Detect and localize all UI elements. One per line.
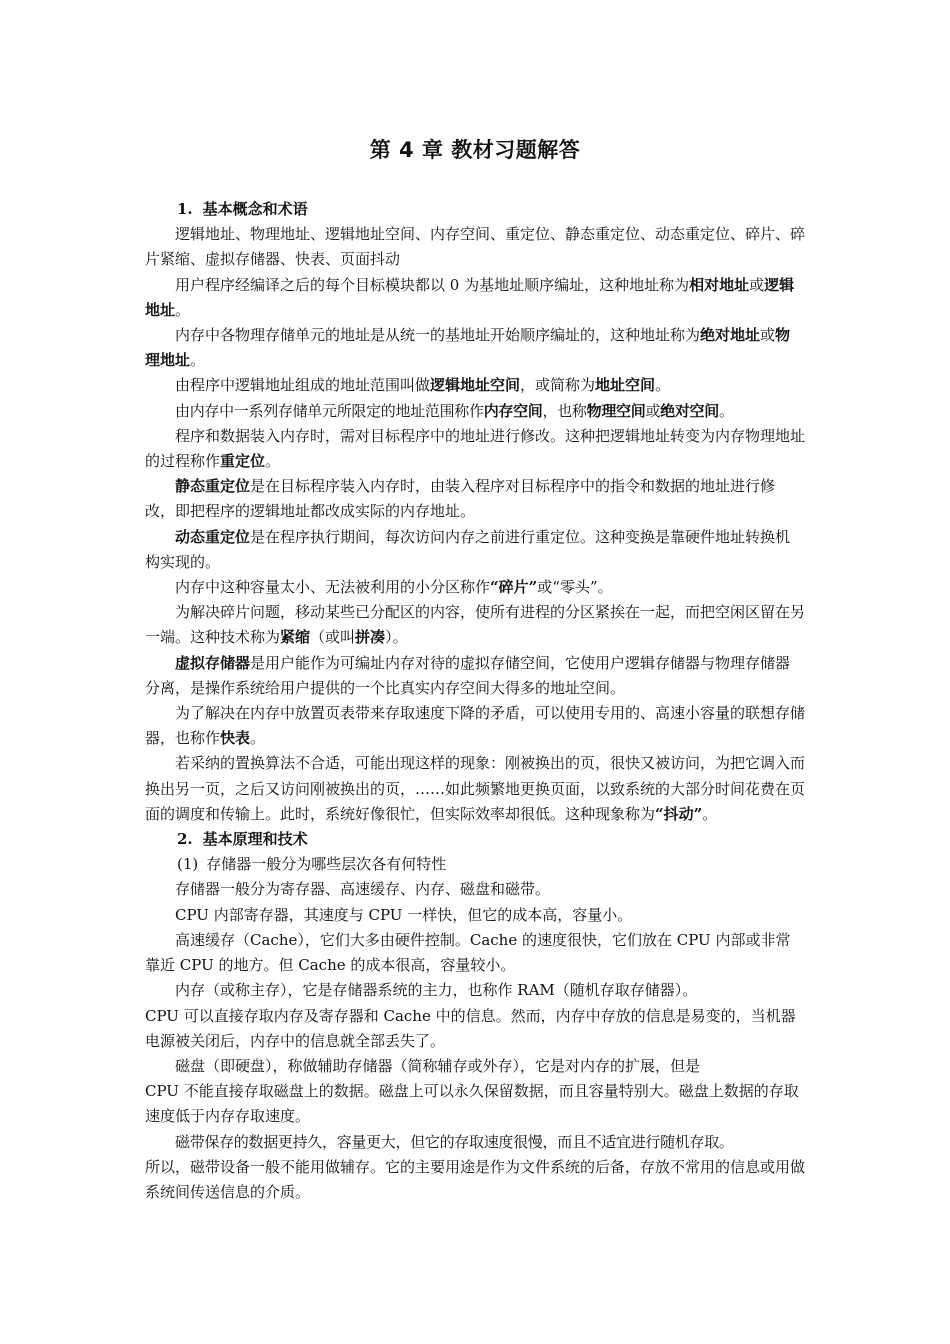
question-1 xyxy=(145,852,805,877)
para-tape-a: 磁带保存的数据更持久，容量更大，但它的存取速度很慢，而且不适宜进行随机存取。 xyxy=(175,1132,734,1151)
para-tlb: 为了解决在内存中放置页表带来存取速度下降的矛盾，可以使用专用的、高速小容量的联想存储器，也称作快表。 xyxy=(145,704,806,748)
para-tape-b: 所以，磁带设备一般不能用做辅存。它的主要用途是作为文件系统的后备，存放不常用的信息或用做系统间传送信息的介质。 xyxy=(145,1157,806,1201)
question-1-number: (1) xyxy=(177,855,199,874)
section-1-heading xyxy=(145,197,805,222)
para-relocation: 程序和数据装入内存时，需对目标程序中的地址进行修改。这种把逻辑地址转变为内存物理地址的过程称作重定位。 xyxy=(145,426,806,471)
question-1-text: 存储器一般分为哪些层次各有何特性 xyxy=(206,855,447,874)
para-cache: 高速缓存（Cache），它们大多由硬件控制。Cache 的速度很快，它们放在 CPU 内部或非常靠近 CPU 的地方。但 Cache 的成本很高，容量较小。 xyxy=(145,930,791,975)
para-logical-space: 由程序中逻辑地址组成的地址范围叫做逻辑地址空间，或简称为地址空间。 xyxy=(175,376,671,395)
para-absolute-address: 内存中各物理存储单元的地址是从统一的基地址开始顺序编址的，这种地址称为绝对地址或物理地址。 xyxy=(145,326,791,370)
section-2-heading xyxy=(145,827,805,852)
para-compaction: 为解决碎片问题，移动某些已分配区的内容，使所有进程的分区紧挨在一起，而把空闲区留在另一端。这种技术称为紧缩（或叫拼凑）。 xyxy=(145,603,806,647)
para-virtual-memory: 虚拟存储器是用户能作为可编址内存对待的虚拟存储空间，它使用户逻辑存储器与物理存储器分离，是操作系统给用户提供的一个比真实内存空间大得多的地址空间。 xyxy=(145,653,791,697)
para-registers: CPU 内部寄存器，其速度与 CPU 一样快，但它的成本高，容量小。 xyxy=(175,905,633,924)
para-static-relocation: 静态重定位是在目标程序装入内存时，由装入程序对目标程序中的指令和数据的地址进行修改，即把程序的逻辑地址都改成实际的内存地址。 xyxy=(145,477,776,521)
para-disk-a: 磁盘（即硬盘），称做辅助存储器（简称辅存或外存），它是对内存的扩展，但是 xyxy=(175,1056,701,1075)
para-fragment: 内存中这种容量太小、无法被利用的小分区称作“碎片”或“零头”。 xyxy=(175,578,613,597)
section-1-number: 1. xyxy=(177,200,193,218)
para-memory-space: 由内存中一系列存储单元所限定的地址范围称作内存空间，也称物理空间或绝对空间。 xyxy=(175,401,734,420)
para-relative-address: 用户程序经编译之后的每个目标模块都以 0 为基地址顺序编址，这种地址称为相对地址或逻辑地址。 xyxy=(145,275,795,319)
terms-list: 逻辑地址、物理地址、逻辑地址空间、内存空间、重定位、静态重定位、动态重定位、碎片、碎片紧缩、虚拟存储器、快表、页面抖动 xyxy=(145,225,806,269)
para-thrashing: 若采纳的置换算法不合适，可能出现这样的现象：刚被换出的页，很快又被访问，为把它调入而换出另一页，之后又访问刚被换出的页，……如此频繁地更换页面，以致系统的大部分时间花费在页面的调度和传输上。此时，系统好像很忙，但实际效率却很低。这种现象称为“抖动”。 xyxy=(145,754,806,823)
para-disk-b: CPU 不能直接存取磁盘上的数据。磁盘上可以永久保留数据，而且容量特别大。磁盘上数据的存取速度低于内存存取速度。 xyxy=(145,1082,799,1126)
chapter-title: 第 4 章 教材习题解答 xyxy=(369,138,581,162)
para-dynamic-relocation: 动态重定位是在程序执行期间，每次访问内存之前进行重定位。这种变换是靠硬件地址转换机构实现的。 xyxy=(145,527,791,571)
section-2-number: 2. xyxy=(177,830,193,849)
content-body xyxy=(145,197,805,1205)
para-storage-levels: 存储器一般分为寄存器、高速缓存、内存、磁盘和磁带。 xyxy=(175,880,551,899)
para-main-memory-a: 内存（或称主存），它是存储器系统的主力，也称作 RAM（随机存取存储器）。 xyxy=(175,981,698,1000)
section-2-title: 基本原理和技术 xyxy=(202,830,308,849)
section-1-title: 基本概念和术语 xyxy=(202,200,308,218)
para-main-memory-b: CPU 可以直接存取内存及寄存器和 Cache 中的信息。然而，内存中存放的信息是易变的，当机器电源被关闭后，内存中的信息就全部丢失了。 xyxy=(145,1006,796,1050)
